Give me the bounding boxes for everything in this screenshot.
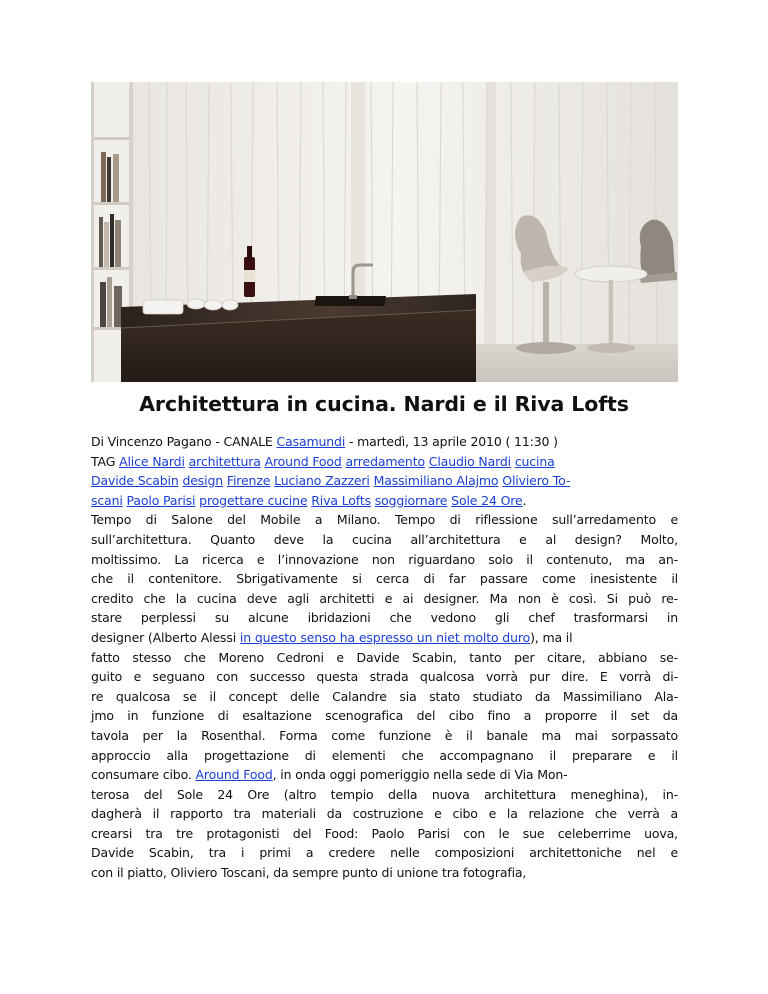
body-line: jmo in funzione di esaltazione scenografica del cibo fino a proporre il set da	[91, 708, 678, 724]
body-text: , in onda oggi pomeriggio nella sede di Via Mon-	[272, 767, 568, 783]
tag-list-line-2	[91, 471, 678, 491]
body-line: guito e seguano con successo questa strada qualcosa vorrà pur dire. E vorrà di-	[91, 669, 678, 685]
body-line: Davide Scabin, tra i primi a credere nelle composizioni architettoniche nel e	[91, 845, 678, 861]
tag-link[interactable]: Sole 24 Ore	[451, 492, 523, 508]
body-line	[91, 765, 678, 785]
body-text: designer (Alberto Alessi	[91, 629, 240, 645]
tag-link[interactable]: soggiornare	[374, 492, 448, 508]
body-line: sull’architettura. Quanto deve la cucina all’architettura e al design? Molto,	[91, 531, 678, 547]
alessi-link[interactable]: in questo senso ha espresso un niet molto duro	[239, 629, 531, 645]
tag-link[interactable]: scani	[91, 492, 123, 508]
tag-link[interactable]: cucina	[514, 453, 555, 469]
byline-date: - martedì, 13 aprile 2010 ( 11:30 )	[345, 434, 558, 449]
byline	[91, 432, 678, 452]
tag-link[interactable]: progettare cucine	[199, 492, 308, 508]
channel-link[interactable]: Casamundi	[276, 434, 346, 449]
tag-link[interactable]: Claudio Nardi	[428, 453, 511, 469]
body-line: credito che la cucina deve agli architetti e ai designer. Ma non è così. Si può re-	[91, 590, 678, 606]
article-paragraph	[91, 510, 678, 882]
tag-link[interactable]: Oliviero To-	[502, 473, 571, 489]
body-line: fatto stesso che Moreno Cedroni e Davide Scabin, tanto per citare, abbiano se-	[91, 649, 678, 665]
body-text: consumare cibo.	[91, 767, 196, 783]
body-line: tavola per la Rosenthal. Forma come funzione è il banale ma mai sorpassato	[91, 727, 678, 743]
body-line: terosa del Sole 24 Ore (altro tempio della nuova architettura meneghina), in-	[91, 786, 678, 802]
body-line: crearsi tra tre protagonisti del Food: Paolo Parisi con le sue celeberrime uova,	[91, 825, 678, 841]
body-line	[91, 628, 678, 648]
tag-link[interactable]: Paolo Parisi	[126, 492, 196, 508]
tag-link[interactable]: arredamento	[345, 453, 425, 469]
tag-link[interactable]: Luciano Zazzeri	[274, 473, 370, 489]
tag-link[interactable]: Firenze	[226, 473, 271, 489]
article-title: Architettura in cucina. Nardi e il Riva Lofts	[139, 392, 629, 416]
article-body	[91, 432, 678, 883]
body-line: approccio alla progettazione di elementi che accompagnano il preparare e il	[91, 747, 678, 763]
tag-link[interactable]: architettura	[188, 453, 261, 469]
tag-link[interactable]: design	[182, 473, 224, 489]
tag-link[interactable]: Davide Scabin	[91, 473, 179, 489]
kitchen-photo	[91, 82, 678, 382]
tags-label: TAG	[91, 453, 116, 469]
body-line: stare perplessi su alcune ibridazioni che vedono gli chef trasformarsi in	[91, 610, 678, 626]
body-text: ), ma il	[530, 629, 573, 645]
body-line: che il contenitore. Sbrigativamente si cerca di far passare come inesistente il	[91, 571, 678, 587]
tag-list	[91, 452, 678, 472]
body-line: re qualcosa se il concept delle Calandre sia stato studiato da Massimiliano Ala-	[91, 688, 678, 704]
tag-link[interactable]: Alice Nardi	[119, 453, 185, 469]
tags-end: .	[522, 492, 527, 508]
body-line: Tempo di Salone del Mobile a Milano. Tempo di riflessione sull’arredamento e	[91, 512, 678, 528]
tag-list-line-3	[91, 491, 678, 511]
tag-link[interactable]: Riva Lofts	[311, 492, 371, 508]
body-line: dagherà il rapporto tra materiali da costruzione e cibo e la relazione che verrà a	[91, 806, 678, 822]
byline-prefix: Di Vincenzo Pagano - CANALE	[91, 434, 277, 449]
around-food-link[interactable]: Around Food	[195, 767, 273, 783]
tag-link[interactable]: Massimiliano Alajmo	[373, 473, 499, 489]
tag-link[interactable]: Around Food	[264, 453, 342, 469]
body-line: moltissimo. La ricerca e l’innovazione non riguardano solo il contenuto, ma an-	[91, 551, 678, 567]
body-line: con il piatto, Oliviero Toscani, da sempre punto di unione tra fotografia,	[91, 865, 527, 881]
